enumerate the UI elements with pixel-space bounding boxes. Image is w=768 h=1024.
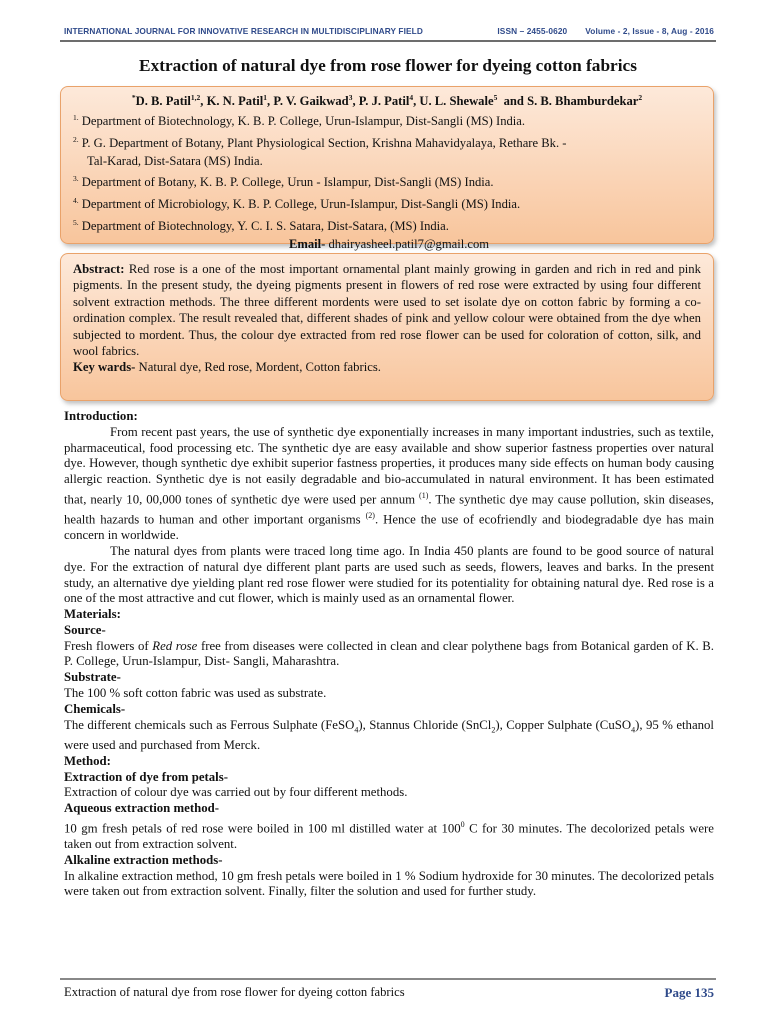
running-footer [64,985,714,1001]
intro-heading: Introduction: [64,409,138,423]
abstract-box [60,253,714,401]
footer-divider [60,978,716,980]
abstract-label: Abstract: [73,262,125,276]
source-heading: Source- [64,622,106,637]
keywords-label: Key wards- [73,360,136,375]
page-number: Page 135 [664,985,714,1000]
extraction-heading: Extraction of dye from petals- [64,769,228,784]
affiliation-2-cont: Tal-Karad, Dist-Satara (MS) India. [87,153,263,168]
email-link[interactable]: dhairyasheel.patil7@gmail.com [328,236,490,251]
keywords: Natural dye, Red rose, Mordent, Cotton fabrics. [138,360,381,375]
aqueous-heading: Aqueous extraction method- [64,801,219,816]
aqueous-paragraph: 10 gm fresh petals of red rose were boiled in 100 ml distilled water at $100^0$ C for 30 minutes. The decolorized petals were taken out from extraction solvent. [64,820,714,852]
affiliation-4: $^{4.}$ Department of Microbiology, K. B. P. College, Urun-Islampur, Dist-Sangli (MS) India. [73,195,521,212]
issn: ISSN – 2455-0620 [497,26,568,36]
intro-paragraph-1: From recent past years, the use of synthetic dye exponentially increases in many important industries, such as textile, pharmaceutical, food processing etc. The synthetic dye are easy available and show superior fastness properties over natural dye. However, though synthetic dye exhibit superior fastness properties, it produces many side effects on human body causing allergic reaction. Synthetic dye is not easily degradable and bio-accumulated in natural environment. It has been estimated that, nearly 10, 00,000 tones of synthetic dye were used per annum $^{(1)}$. The synthetic dye may cause pollution, skin diseases, health hazards to human and other important organisms $^{(2)}$. Hence the use of ecofriendly and biodegradable dye has main concern in worldwide. [64,424,715,543]
affiliations [73,109,705,253]
body-text [64,409,714,900]
running-header [64,26,714,36]
intro-paragraph-2: The natural dyes from plants were traced long time ago. In India 450 plants are found to be good source of natural dye. For the extraction of natural dye different plant parts are used such as seeds, flowers, leaves and barks. In the present study, an alternative dye yielding plant red rose flower were studied for its potentiality for obtaining natural dye. Red rose is a one of the most attractive and cut flower, which is mainly used as an ornamental flower. [64,543,714,606]
author-list: *D. B. Patil$^{1,2}$, K. N. Patil$^1$, P. V. Gaikwad$^3$, P. J. Patil$^4$, U. L. Shewale$^5$ and S. B. Bhamburdekar$^2$ [131,93,643,109]
affiliation-5: $^{5.}$ Department of Biotechnology, Y. C. I. S. Satara, Dist-Satara, (MS) India. [73,217,449,233]
affiliation-2: $^{2.}$ P. G. Department of Botany, Plant Physiological Section, Krishna Mahavidyalaya, Rethare Bk. - [73,134,567,150]
materials-heading: Materials: [64,607,121,622]
substrate-paragraph: The 100 % soft cotton fabric was used as substrate. [64,686,327,701]
authors-box [60,86,714,251]
extraction-paragraph: Extraction of colour dye was carried out by four different methods. [64,785,408,800]
volume-issue: Volume - 2, Issue - 8, Aug - 2016 [585,26,714,36]
alkaline-paragraph: In alkaline extraction method, 10 gm fresh petals were boiled in 1 % Sodium hydroxide for 30 minutes. The decolorized petals were taken out from extraction solvent. Finally, filter the solution and used for further study. [64,868,714,899]
alkaline-heading: Alkaline extraction methods- [64,852,223,867]
footer-title: Extraction of natural dye from rose flower for dyeing cotton fabrics [64,985,405,999]
email-line: Email- dhairyasheel.patil7@gmail.com [288,236,490,251]
chemicals-heading: Chemicals- [64,701,126,716]
abstract [73,261,701,376]
source-paragraph: Fresh flowers of Red rose free from diseases were collected in clean and clear polythene bags from Botanical garden of K. B. P. College, Urun-Islampur, Dist- Sangli, Maharashtra. [64,638,714,669]
affiliation-1: $^{1.}$ Department of Biotechnology, K. B. P. College, Urun-Islampur, Dist-Sangli (MS) India. [73,113,526,129]
chemicals-paragraph: The different chemicals such as Ferrous Sulphate (FeSO$_4$), Stannus Chloride (SnCl$_2$), Copper Sulphate (CuSO$_4$), 95 % ethanol were used and purchased from Merck. [64,717,714,753]
header-divider [60,40,716,42]
substrate-heading: Substrate- [64,670,121,685]
journal-name: INTERNATIONAL JOURNAL FOR INNOVATIVE RESEARCH IN MULTIDISCIPLINARY FIELD [64,26,423,36]
abstract-text: Red rose is a one of the most important ornamental plant mainly growing in garden and rich in red and pink pigments. In the present study, the dyeing pigments present in flowers of red rose were extracted by using four different solvent extraction methods. The three different mordents were used to set isolate dye on cotton fabric by forming a co-ordination complex. The result revealed that, different shades of pink and yellow colour were obtained from the dye when subjected to mordent. Thus, the colour dye extracted from red rose flower can be used for coloration of cotton, silk, and wool fabrics. [73,262,701,359]
issue-info [479,26,714,36]
affiliation-3: $^{3.}$ Department of Botany, K. B. P. College, Urun - Islampur, Dist-Sangli (MS) India. [73,174,494,190]
method-heading: Method: [64,753,111,768]
paper-title: Extraction of natural dye from rose flower for dyeing cotton fabrics [139,56,637,75]
